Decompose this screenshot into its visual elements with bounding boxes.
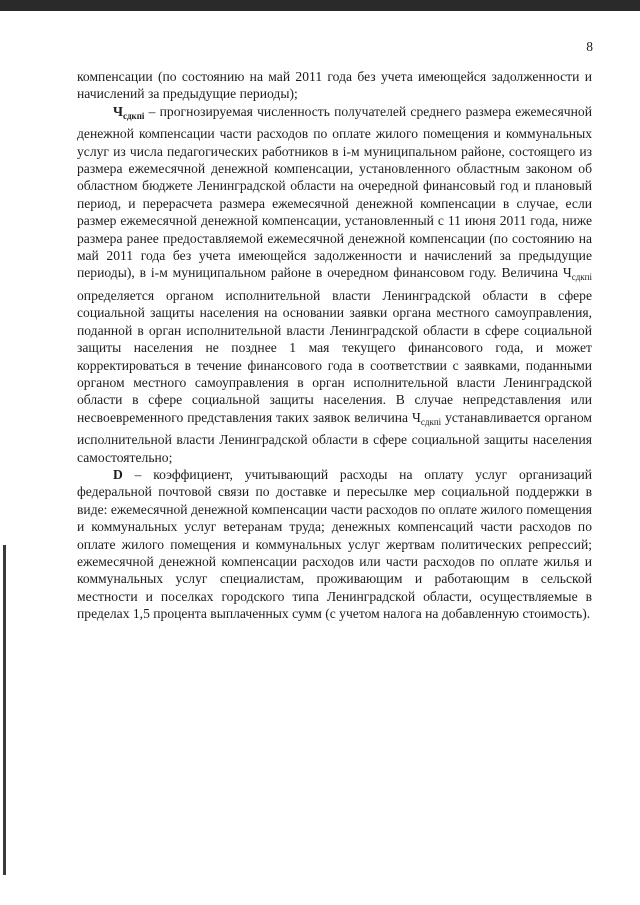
- symbol-ch: $Ч_{сдкпi}$: [113, 103, 145, 121]
- paragraph-definition-d: [77, 466, 592, 623]
- symbol-d: D: [113, 466, 123, 482]
- page-number: 8: [586, 39, 593, 54]
- definition-text-start: – прогнозируемая численность получателей среднего размера ежемесячной денежной компенсации части расходов по оплате жилого помещения и коммунальных услуг из числа педагогических работников в i-м муниципальном районе, состоящего из размера ежемесячной денежной компенсации, установленного областным законом об областном бюджете Ленинградской области на очередной финансовый год и плановый период, и перерасчета размера ежемесячной денежной компенсации в случае, если размер ежемесячной денежной компенсации, установленный с 11 июня 2011 года, ниже размера ранее предоставляемой ежемесячной денежной компенсации (по состоянию на май 2011 года без учета имеющейся задолженности и начислений за предыдущие периоды), в i-м муниципальном районе в очередном финансовом году. Величина: [77, 103, 592, 281]
- paragraph-definition-ch: [77, 103, 592, 466]
- symbol-ch-inline-1: $Ч_{сдкпi}$: [562, 265, 592, 283]
- scan-left-mark: [3, 545, 6, 875]
- scan-top-edge: [0, 0, 640, 11]
- symbol-ch-inline-2: $Ч_{сдкпi}$: [412, 409, 442, 427]
- definition-d-text: – коэффициент, учитывающий расходы на оплату услуг организаций федеральной почтовой связи по доставке и пересылке мер социальной поддержки в виде: ежемесячной денежной компенсации части расходов по оплате жилого помещения и коммунальных услуг ветеранам труда; денежных компенсаций части расходов по оплате жилого помещения и коммунальных услуг жертвам политических репрессий; ежемесячной денежной компенсации расходов или части расходов по оплате жилья и коммунальных услуг специалистам, проживающим и работающим в сельской местности и поселках городского типа Ленинградской области, осуществляемые в пределах 1,5 процента выплаченных сумм (с учетом налога на добавленную стоимость).: [77, 466, 592, 622]
- definition-text-end: устанавливается органом исполнительной власти Ленинградской области в сфере социальной защиты населения самостоятельно;: [77, 409, 592, 465]
- definition-text-middle: определяется органом исполнительной власти Ленинградской области в сфере социальной защиты населения на основании заявки органа местного самоуправления, поданной в орган исполнительной власти Ленинградской области в сфере социальной защиты населения не позднее 1 мая текущего финансового года, и может корректироваться в течение финансового года в соответствии с заявками, поданными органом местного самоуправления в орган исполнительной власти Ленинградской области в сфере социальной защиты населения. В случае непредставления или несвоевременного представления таких заявок величина: [77, 287, 592, 425]
- paragraph-continuation: компенсации (по состоянию на май 2011 года без учета имеющейся задолженности и начислений за предыдущие периоды);: [77, 69, 592, 102]
- document-body: [77, 68, 592, 623]
